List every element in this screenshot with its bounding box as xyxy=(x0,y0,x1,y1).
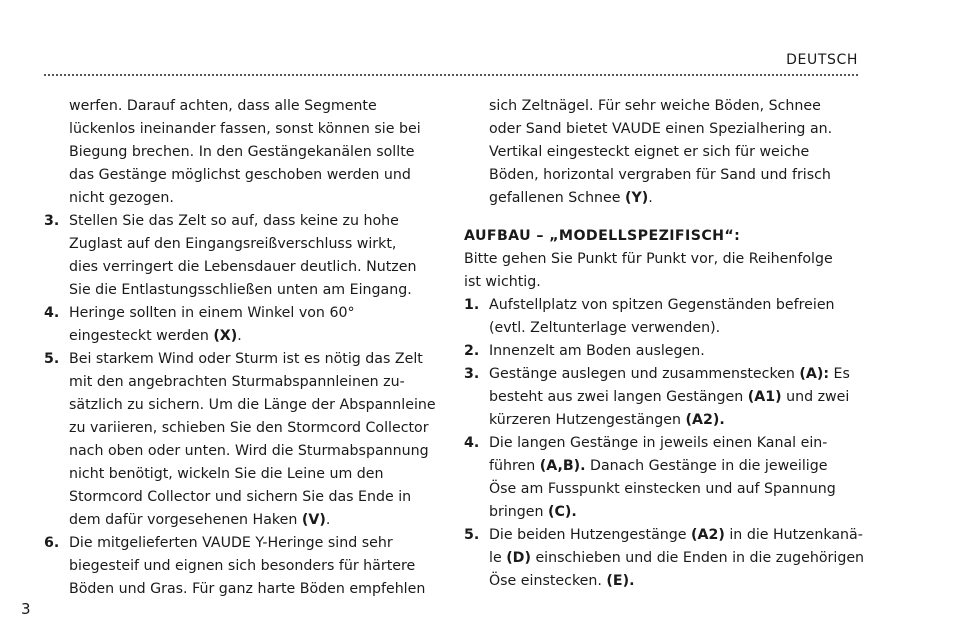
text-span: besteht aus zwei langen Gestängen xyxy=(489,389,748,405)
intro-line: Bitte gehen Sie Punkt für Punkt vor, die Reihenfolge xyxy=(464,251,833,267)
intro-line: ist wichtig. xyxy=(464,274,541,290)
item-number: 3. xyxy=(464,366,480,382)
text-line: Stellen Sie das Zelt so auf, dass keine zu hohe xyxy=(69,213,399,229)
text-line: oder Sand bietet VAUDE einen Spezialhering an. xyxy=(489,121,833,137)
item-number: 3. xyxy=(44,213,60,229)
text-line xyxy=(489,455,858,478)
text-line xyxy=(489,524,864,547)
text-span: Die beiden Hutzengestänge xyxy=(489,527,692,543)
text-line xyxy=(69,509,436,532)
text-line xyxy=(489,409,858,432)
text-span: le xyxy=(489,550,507,566)
text-line xyxy=(489,547,864,570)
text-span: Öse einstecken. xyxy=(489,573,607,589)
text-line xyxy=(489,363,858,386)
text-span: dem dafür vorgesehenen Haken xyxy=(69,512,302,528)
step-item-3 xyxy=(464,363,858,432)
continuation-paragraph xyxy=(464,95,858,210)
item-number: 2. xyxy=(464,343,480,359)
text-line: Zuglast auf den Eingangsreißverschluss wirkt, xyxy=(69,236,397,252)
figure-ref: (Y) xyxy=(625,190,649,206)
text-line xyxy=(69,325,436,348)
text-line: Die langen Gestänge in jeweils einen Kanal ein- xyxy=(489,435,828,451)
text-line: Biegung brechen. In den Gestängekanälen sollte xyxy=(69,144,415,160)
right-column xyxy=(464,95,865,593)
dotted-divider xyxy=(44,74,858,76)
text-line: das Gestänge möglichst geschoben werden und xyxy=(69,167,411,183)
list-item-4 xyxy=(44,302,436,348)
figure-ref: (A2). xyxy=(685,412,725,428)
text-line: Öse am Fusspunkt einstecken und auf Spannung xyxy=(489,481,836,497)
text-line: dies verringert die Lebensdauer deutlich. Nutzen xyxy=(69,259,417,275)
text-span: Gestänge auslegen und zusammenstecken xyxy=(489,366,800,382)
text-line: nicht gezogen. xyxy=(69,190,174,206)
figure-ref: (A): xyxy=(799,366,830,382)
text-span: . xyxy=(325,512,331,528)
text-span: . xyxy=(237,328,242,344)
text-span: kürzeren Hutzengestängen xyxy=(489,412,686,428)
text-line: zu variieren, schieben Sie den Stormcord Collector xyxy=(69,420,429,436)
list-item-3 xyxy=(44,210,436,302)
text-line: Vertikal eingesteckt eignet er sich für weiche xyxy=(489,144,810,160)
text-line: biegesteif und eignen sich besonders für härtere xyxy=(69,558,416,574)
text-span: eingesteckt werden xyxy=(69,328,214,344)
list-item-6 xyxy=(44,532,436,601)
figure-ref: (A,B). xyxy=(539,458,586,474)
text-line: Stormcord Collector und sichern Sie das Ende in xyxy=(69,489,412,505)
item-number: 5. xyxy=(464,527,480,543)
step-item-2 xyxy=(464,340,858,363)
text-line: Aufstellplatz von spitzen Gegenständen befreien xyxy=(489,297,835,313)
page-number: 3 xyxy=(21,600,31,618)
text-span: führen xyxy=(489,458,540,474)
text-line xyxy=(489,187,858,210)
figure-ref: (A2) xyxy=(691,527,725,543)
item-number: 5. xyxy=(44,351,60,367)
figure-ref: (X) xyxy=(213,328,238,344)
step-item-1 xyxy=(464,294,858,340)
continuation-paragraph xyxy=(44,95,436,210)
text-line xyxy=(489,570,864,593)
text-line: Heringe sollten in einem Winkel von 60° xyxy=(69,305,355,321)
figure-ref: (E). xyxy=(606,573,635,589)
item-number: 4. xyxy=(464,435,480,451)
text-line: mit den angebrachten Sturmabspannleinen zu- xyxy=(69,374,405,390)
text-line: werfen. Darauf achten, dass alle Segmente xyxy=(69,98,377,114)
figure-ref: (C). xyxy=(548,504,577,520)
figure-ref: (V) xyxy=(301,512,326,528)
text-span: und zwei xyxy=(781,389,850,405)
text-line: nach oben oder unten. Wird die Sturmabspannung xyxy=(69,443,429,459)
text-line: nicht benötigt, wickeln Sie die Leine um den xyxy=(69,466,384,482)
left-column xyxy=(44,95,436,601)
text-span: in die Hutzenkanä- xyxy=(724,527,863,543)
item-number: 6. xyxy=(44,535,60,551)
text-line: Böden und Gras. Für ganz harte Böden empfehlen xyxy=(69,581,426,597)
step-item-4 xyxy=(464,432,858,524)
text-line: lückenlos ineinander fassen, sonst können sie bei xyxy=(69,121,421,137)
text-span: Danach Gestänge in die jeweilige xyxy=(585,458,828,474)
text-line: (evtl. Zeltunterlage verwenden). xyxy=(489,320,721,336)
text-line: Innenzelt am Boden auslegen. xyxy=(489,343,705,359)
list-item-5 xyxy=(44,348,436,532)
item-number: 4. xyxy=(44,305,60,321)
text-span: Es xyxy=(829,366,850,382)
text-line: sätzlich zu sichern. Um die Länge der Abspannleine xyxy=(69,397,436,413)
text-span: gefallenen Schnee xyxy=(489,190,626,206)
text-line: Die mitgelieferten VAUDE Y-Heringe sind sehr xyxy=(69,535,393,551)
text-line xyxy=(489,501,858,524)
figure-ref: (A1) xyxy=(747,389,782,405)
item-number: 1. xyxy=(464,297,480,313)
text-line: sich Zeltnägel. Für sehr weiche Böden, Schnee xyxy=(489,98,821,114)
text-line: Bei starkem Wind oder Sturm ist es nötig das Zelt xyxy=(69,351,423,367)
text-span: bringen xyxy=(489,504,549,520)
figure-ref: (D) xyxy=(506,550,531,566)
text-line: Böden, horizontal vergraben für Sand und frisch xyxy=(489,167,831,183)
language-label: DEUTSCH xyxy=(786,52,858,68)
text-span: einschieben und die Enden in die zugehörigen xyxy=(530,550,865,566)
text-line xyxy=(489,386,858,409)
text-span: . xyxy=(648,190,653,206)
section-heading: AUFBAU – „MODELLSPEZIFISCH“: xyxy=(464,228,741,244)
text-line: Sie die Entlastungsschließen unten am Eingang. xyxy=(69,282,412,298)
step-item-5 xyxy=(464,524,865,593)
